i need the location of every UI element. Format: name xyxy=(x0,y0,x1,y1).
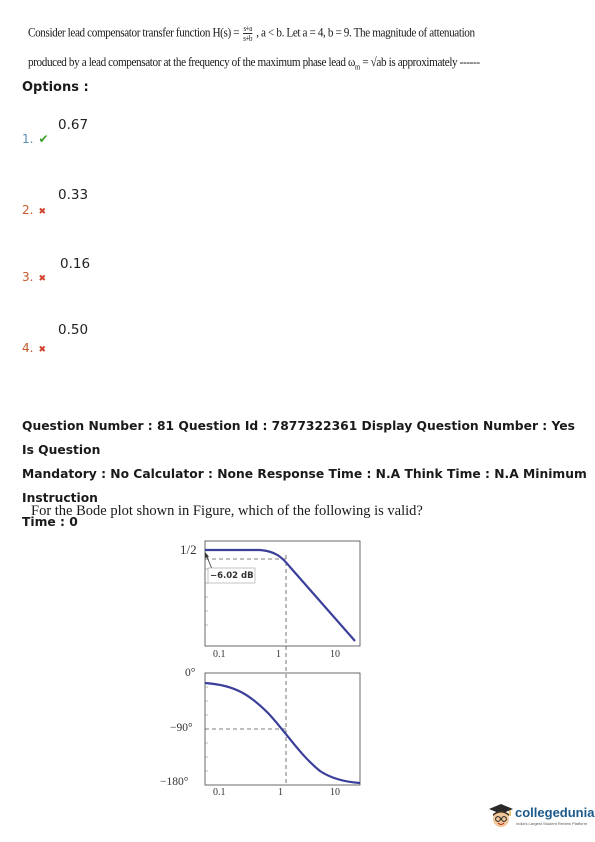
magnitude-half-label: 1/2 xyxy=(180,542,197,557)
phase-curve xyxy=(205,683,360,783)
option-3-value[interactable]: 0.16 xyxy=(60,256,91,272)
option-3-number: 3. xyxy=(22,270,34,284)
correct-check-icon: ✔ xyxy=(38,132,49,146)
question-1-line-2-suffix: = √ab is approximately ------ xyxy=(359,54,480,69)
meta-line-3: Time : 0 xyxy=(22,515,78,529)
phase-tick-0-1: 0.1 xyxy=(213,787,226,798)
option-4-value[interactable]: 0.50 xyxy=(58,322,89,338)
option-3-marker xyxy=(22,266,46,285)
omega-subscript: m xyxy=(354,62,360,72)
meta-line-2: Mandatory : No Calculator : None Response Time : N.A Think Time : N.A Minimum Instruction xyxy=(22,467,587,505)
fraction-numerator: s+a xyxy=(243,24,252,33)
fraction-denominator: s+b xyxy=(243,34,253,43)
magnitude-tick-0-1: 0.1 xyxy=(213,649,226,660)
brand-name: collegedunia xyxy=(515,805,595,820)
db-arrow-line xyxy=(207,557,212,569)
collegedunia-logo xyxy=(488,802,595,832)
option-1-value[interactable]: 0.67 xyxy=(58,117,89,133)
phase-label-0: 0° xyxy=(185,667,196,679)
options-heading: Options : xyxy=(22,80,89,95)
option-1-marker xyxy=(22,128,49,147)
magnitude-curve xyxy=(205,550,355,641)
question-1-line-2-text: produced by a lead compensator at the frequency of the maximum phase lead ω xyxy=(28,54,355,69)
wrong-cross-icon: ✖ xyxy=(38,345,47,355)
phase-tick-1: 1 xyxy=(278,787,283,798)
magnitude-tick-1: 1 xyxy=(276,649,281,660)
magnitude-minor-ticks xyxy=(205,555,208,625)
db-value-label: −6.02 dB xyxy=(210,571,254,581)
option-2-value[interactable]: 0.33 xyxy=(58,187,89,203)
phase-label-180: −180° xyxy=(160,776,189,788)
brand-tagline: India's Largest Student Review Platform xyxy=(516,821,588,826)
meta-line-1: Question Number : 81 Question Id : 7877322361 Display Question Number : Yes Is Question xyxy=(22,419,575,457)
question-1-line-2 xyxy=(28,54,480,72)
option-4-number: 4. xyxy=(22,341,34,355)
question-1-line-1 xyxy=(28,24,475,43)
fraction xyxy=(243,24,252,43)
magnitude-tick-10: 10 xyxy=(330,649,340,660)
bode-plot-figure xyxy=(150,535,375,805)
question-1-prefix: Consider lead compensator transfer function H(s) = xyxy=(28,24,240,40)
db-arrow-head xyxy=(205,552,209,558)
option-1-number: 1. xyxy=(22,132,34,146)
wrong-cross-icon: ✖ xyxy=(38,207,47,217)
magnitude-plot-frame xyxy=(205,541,360,646)
graduate-mascot-icon xyxy=(488,802,514,830)
option-2-number: 2. xyxy=(22,203,34,217)
question-2-text: For the Bode plot shown in Figure, which of the following is valid? xyxy=(31,503,423,519)
option-4-marker xyxy=(22,337,46,356)
phase-tick-10: 10 xyxy=(330,787,340,798)
wrong-cross-icon: ✖ xyxy=(38,274,47,284)
option-2-marker xyxy=(22,199,46,218)
phase-label-90: −90° xyxy=(170,722,193,734)
question-1-suffix: , a < b. Let a = 4, b = 9. The magnitude of attenuation xyxy=(256,24,475,40)
